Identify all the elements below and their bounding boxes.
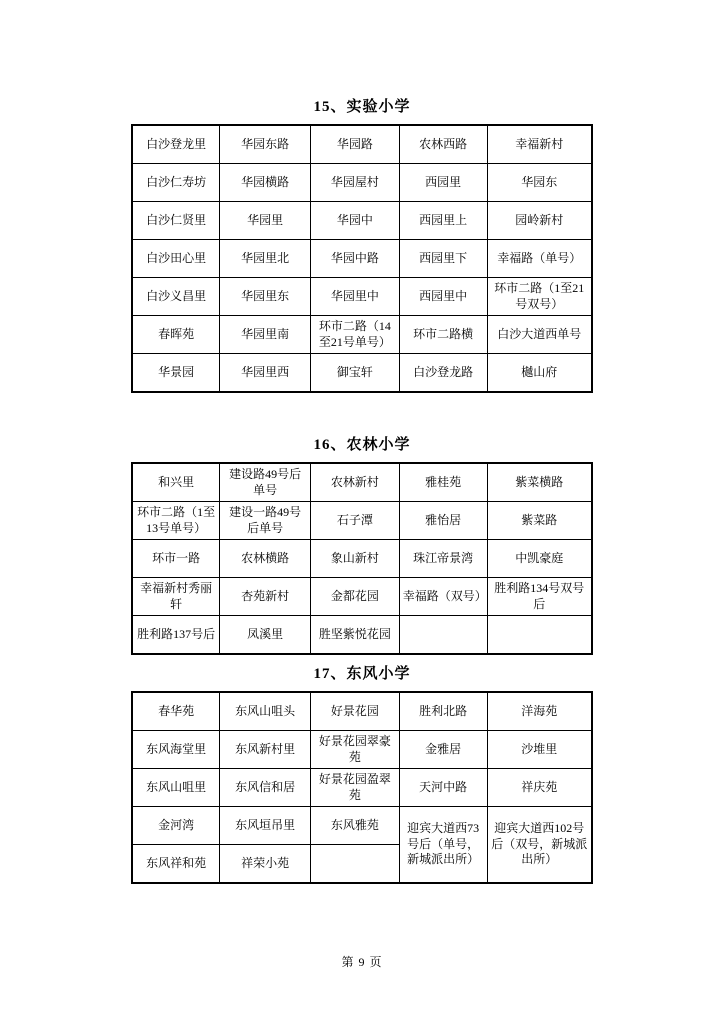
table-cell: 幸福新村 bbox=[487, 125, 592, 164]
table-row bbox=[132, 463, 592, 502]
table-row bbox=[132, 807, 592, 845]
table-cell: 东风垣吊里 bbox=[220, 807, 311, 845]
table-cell: 洋海苑 bbox=[487, 692, 592, 731]
table-cell: 金雅居 bbox=[399, 731, 487, 769]
table-row bbox=[132, 202, 592, 240]
table-cell: 西园里上 bbox=[399, 202, 487, 240]
table-cell: 雅怡居 bbox=[399, 502, 487, 540]
section-title: 17、东风小学 bbox=[313, 666, 411, 682]
table-cell: 华园中路 bbox=[310, 240, 399, 278]
section-title: 15、实验小学 bbox=[313, 99, 411, 115]
table-cell: 胜利路137号后 bbox=[132, 616, 220, 655]
table-cell: 雅桂苑 bbox=[399, 463, 487, 502]
table-cell: 华园里 bbox=[220, 202, 311, 240]
table-cell: 胜坚紫悦花园 bbox=[310, 616, 399, 655]
table-cell: 金河湾 bbox=[132, 807, 220, 845]
table-cell: 紫菜横路 bbox=[487, 463, 592, 502]
table-row bbox=[132, 578, 592, 616]
school-table-16 bbox=[131, 462, 593, 655]
table-cell: 东风海堂里 bbox=[132, 731, 220, 769]
table-cell: 西园里下 bbox=[399, 240, 487, 278]
table-cell: 凤溪里 bbox=[220, 616, 311, 655]
table-cell: 建设路49号后单号 bbox=[220, 463, 311, 502]
table-cell: 胜利路134号双号后 bbox=[487, 578, 592, 616]
table-row bbox=[132, 240, 592, 278]
table-cell: 华园里中 bbox=[310, 278, 399, 316]
table-cell: 建设一路49号后单号 bbox=[220, 502, 311, 540]
table-cell: 华园里西 bbox=[220, 354, 311, 393]
table-cell: 华园里南 bbox=[220, 316, 311, 354]
table-cell: 迎宾大道西73号后（单号，新城派出所） bbox=[399, 807, 487, 884]
table-cell: 金都花园 bbox=[310, 578, 399, 616]
table-cell: 华园东路 bbox=[220, 125, 311, 164]
table-cell: 春晖苑 bbox=[132, 316, 220, 354]
table-cell: 东风山咀里 bbox=[132, 769, 220, 807]
table-cell: 幸福新村秀丽轩 bbox=[132, 578, 220, 616]
table-cell: 幸福路（单号） bbox=[487, 240, 592, 278]
table-cell: 白沙仁贤里 bbox=[132, 202, 220, 240]
table-cell: 中凯豪庭 bbox=[487, 540, 592, 578]
table-cell bbox=[310, 845, 399, 884]
table-row bbox=[132, 692, 592, 731]
table-cell: 华园屋村 bbox=[310, 164, 399, 202]
table-cell: 好景花园盈翠苑 bbox=[310, 769, 399, 807]
table-cell: 东风祥和苑 bbox=[132, 845, 220, 884]
table-cell: 春华苑 bbox=[132, 692, 220, 731]
table-cell: 东风信和居 bbox=[220, 769, 311, 807]
table-cell: 东风雅苑 bbox=[310, 807, 399, 845]
table-cell: 白沙大道西单号 bbox=[487, 316, 592, 354]
table-cell: 白沙仁寿坊 bbox=[132, 164, 220, 202]
table-cell: 珠江帝景湾 bbox=[399, 540, 487, 578]
table-cell: 华园横路 bbox=[220, 164, 311, 202]
table-row bbox=[132, 125, 592, 164]
table-row bbox=[132, 731, 592, 769]
table-cell: 沙堆里 bbox=[487, 731, 592, 769]
table-cell: 环市二路（1至21号双号） bbox=[487, 278, 592, 316]
table-cell: 华园路 bbox=[310, 125, 399, 164]
table-cell: 西园里中 bbox=[399, 278, 487, 316]
table-cell: 华园里东 bbox=[220, 278, 311, 316]
table-cell: 环市二路（1至13号单号） bbox=[132, 502, 220, 540]
table-row bbox=[132, 354, 592, 393]
table-cell: 胜利北路 bbox=[399, 692, 487, 731]
table-cell: 祥庆苑 bbox=[487, 769, 592, 807]
page-content bbox=[131, 95, 593, 884]
table-cell: 白沙田心里 bbox=[132, 240, 220, 278]
table-cell: 白沙登龙路 bbox=[399, 354, 487, 393]
table-cell bbox=[399, 616, 487, 655]
table-cell: 环市二路（14至21号单号） bbox=[310, 316, 399, 354]
table-cell: 华园中 bbox=[310, 202, 399, 240]
table-cell: 环市一路 bbox=[132, 540, 220, 578]
school-table-15 bbox=[131, 124, 593, 393]
section-experimental-primary-school bbox=[131, 95, 593, 393]
table-cell: 天河中路 bbox=[399, 769, 487, 807]
table-cell: 农林新村 bbox=[310, 463, 399, 502]
table-cell: 华园东 bbox=[487, 164, 592, 202]
section-nonglin-primary-school bbox=[131, 433, 593, 655]
table-cell: 农林西路 bbox=[399, 125, 487, 164]
table-cell: 祥荣小苑 bbox=[220, 845, 311, 884]
table-cell: 园岭新村 bbox=[487, 202, 592, 240]
table-cell: 御宝轩 bbox=[310, 354, 399, 393]
table-cell: 象山新村 bbox=[310, 540, 399, 578]
section-dongfeng-primary-school bbox=[131, 662, 593, 884]
table-cell: 迎宾大道西102号后（双号，新城派出所） bbox=[487, 807, 592, 884]
table-row bbox=[132, 316, 592, 354]
table-cell: 东风新村里 bbox=[220, 731, 311, 769]
table-cell: 环市二路横 bbox=[399, 316, 487, 354]
table-cell: 幸福路（双号） bbox=[399, 578, 487, 616]
table-cell: 杏苑新村 bbox=[220, 578, 311, 616]
section-title: 16、农林小学 bbox=[313, 437, 411, 453]
table-row bbox=[132, 616, 592, 655]
table-row bbox=[132, 164, 592, 202]
table-row bbox=[132, 769, 592, 807]
table-cell: 好景花园 bbox=[310, 692, 399, 731]
table-cell: 白沙义昌里 bbox=[132, 278, 220, 316]
table-cell bbox=[487, 616, 592, 655]
table-cell: 紫菜路 bbox=[487, 502, 592, 540]
table-cell: 华园里北 bbox=[220, 240, 311, 278]
table-row bbox=[132, 502, 592, 540]
table-cell: 好景花园翠豪苑 bbox=[310, 731, 399, 769]
table-cell: 和兴里 bbox=[132, 463, 220, 502]
table-row bbox=[132, 278, 592, 316]
table-cell: 樾山府 bbox=[487, 354, 592, 393]
table-cell: 西园里 bbox=[399, 164, 487, 202]
table-cell: 农林横路 bbox=[220, 540, 311, 578]
school-table-17 bbox=[131, 691, 593, 884]
table-cell: 石子潭 bbox=[310, 502, 399, 540]
page-number: 第 9 页 bbox=[341, 955, 383, 969]
table-cell: 东风山咀头 bbox=[220, 692, 311, 731]
table-cell: 华景园 bbox=[132, 354, 220, 393]
table-cell: 白沙登龙里 bbox=[132, 125, 220, 164]
table-row bbox=[132, 540, 592, 578]
